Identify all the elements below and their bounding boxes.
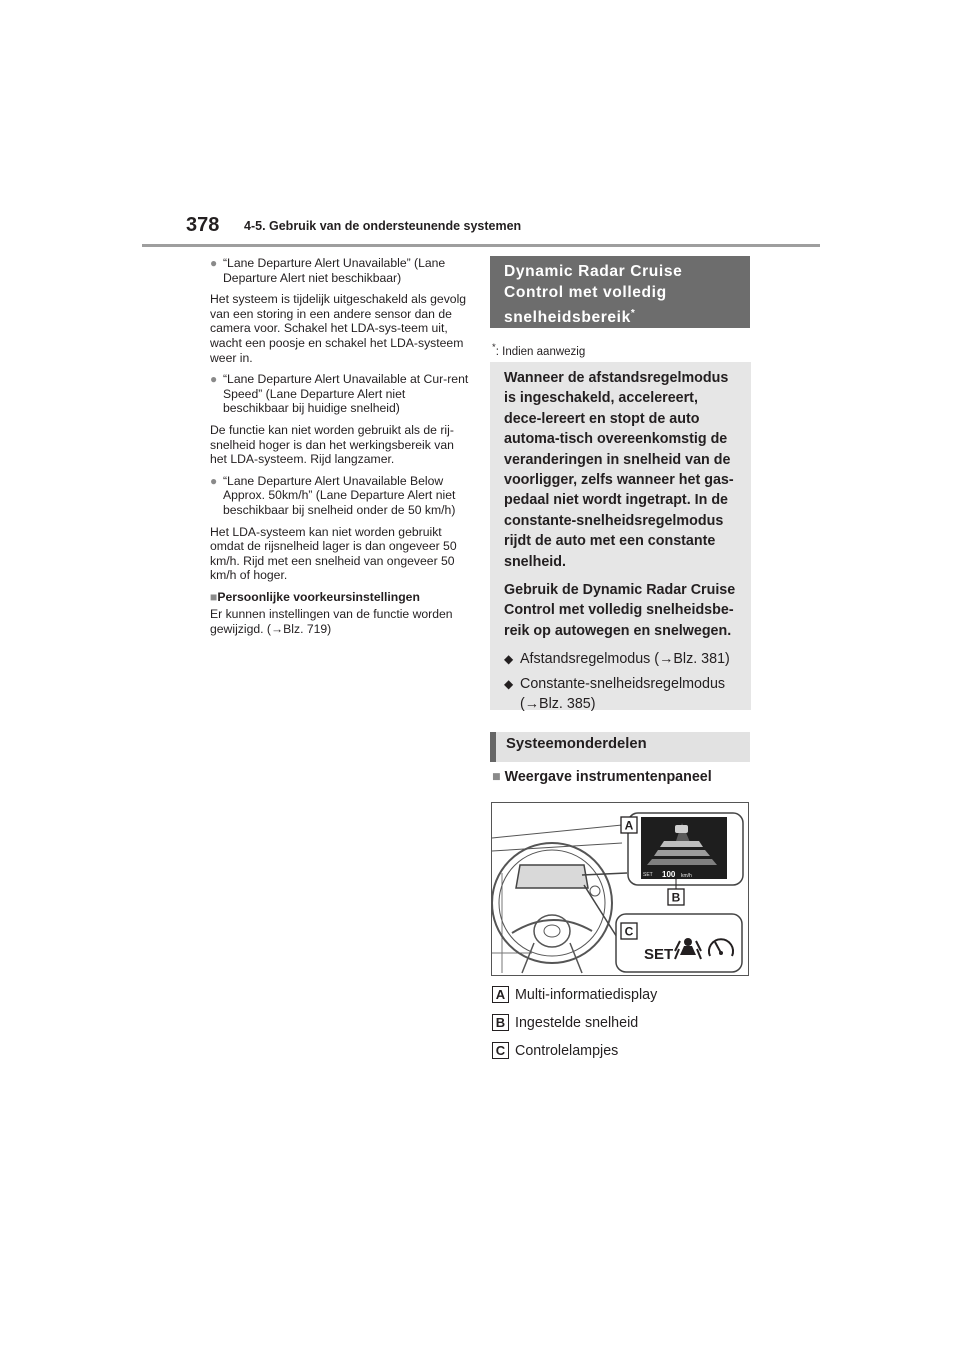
subheading bbox=[210, 590, 472, 605]
left-column bbox=[210, 256, 472, 644]
legend-item bbox=[492, 986, 657, 1003]
dashboard-drawing bbox=[492, 803, 748, 975]
bullet-dot-icon: ● bbox=[210, 473, 218, 488]
footnote bbox=[492, 342, 585, 358]
bullet-text: “Lane Departure Alert Unavailable Below Approx. 50km/h” (Lane Departure Alert niet beschikbaar bij snelheid onder de 50 km/h) bbox=[223, 473, 456, 517]
footnote-star: * bbox=[630, 308, 636, 319]
label-c: C bbox=[624, 924, 634, 939]
legend-text: Multi-informatiedisplay bbox=[515, 986, 658, 1003]
set-speed-unit: km/h bbox=[681, 873, 692, 879]
square-bullet-icon: ■ bbox=[492, 769, 501, 785]
bullet-dot-icon: ● bbox=[210, 372, 218, 387]
list-item bbox=[504, 649, 739, 669]
systeemonderdelen-heading bbox=[490, 732, 750, 762]
paragraph: Het systeem is tijdelijk uitgeschakeld als gevolg van een storing in een andere sensor dan de camera voor. Schakel het LDA-sys-teem uit, wacht een poosje en schakel het LDA-systeem weer in. bbox=[210, 292, 467, 365]
list-item bbox=[504, 674, 739, 715]
instrument-panel-illustration bbox=[491, 802, 749, 976]
bullet-item bbox=[210, 256, 472, 285]
bullet-dot-icon: ● bbox=[210, 256, 218, 270]
bullet-item bbox=[210, 474, 472, 518]
intro-box bbox=[490, 362, 751, 713]
footnote-star: * bbox=[492, 342, 496, 353]
subheading-text: Persoonlijke voorkeursinstellingen bbox=[217, 589, 420, 604]
legend-item bbox=[492, 1014, 638, 1031]
dynamic-radar-title-box bbox=[490, 256, 750, 328]
set-indicator: SET bbox=[644, 946, 674, 963]
set-small-label: SET bbox=[643, 872, 653, 878]
square-bullet-icon: ■ bbox=[210, 589, 218, 604]
legend-tag: B bbox=[492, 1014, 509, 1031]
bullet-item bbox=[210, 372, 472, 416]
diamond-bullet-icon: ◆ bbox=[504, 652, 514, 667]
bullet-text: “Lane Departure Alert Unavailable at Cur-rent Speed” (Lane Departure Alert niet beschikbaar bij huidige snelheid) bbox=[223, 372, 469, 416]
subheading bbox=[492, 769, 712, 785]
legend-text: Ingestelde snelheid bbox=[515, 1014, 639, 1031]
section-title: 4-5. Gebruik van de ondersteunende systemen bbox=[244, 219, 522, 233]
page-number: 378 bbox=[186, 214, 220, 236]
legend-tag: A bbox=[492, 986, 509, 1003]
label-a: A bbox=[624, 818, 634, 833]
paragraph: Er kunnen instellingen van de functie worden gewijzigd. (→Blz. 719) bbox=[210, 607, 453, 637]
legend-tag: C bbox=[492, 1042, 509, 1059]
diamond-bullet-icon: ◆ bbox=[504, 676, 514, 691]
legend-item bbox=[492, 1042, 618, 1059]
footnote-text: : Indien aanwezig bbox=[495, 345, 586, 358]
subheading-text: Weergave instrumentenpaneel bbox=[504, 769, 712, 785]
header-rule bbox=[142, 244, 820, 247]
list-item-text: Afstandsregelmodus (→Blz. 381) bbox=[520, 651, 730, 668]
intro-text-2: Gebruik de Dynamic Radar Cruise Control met volledig snelheidsbe-reik op autowegen en snelwegen. bbox=[504, 582, 736, 639]
dynamic-radar-title bbox=[490, 256, 750, 333]
intro-text: Wanneer de afstandsregelmodus is ingeschakeld, accelereert, dece-lereert en stopt de auto automa-tisch overeenkomstig de veranderingen in snelheid van de voorligger, zelfs wanneer het gas-pedaal niet wordt ingetrapt. In de constante-snelheidsregelmodus rijdt de auto met een constante snelheid. bbox=[504, 370, 734, 570]
heading-text: Systeemonderdelen bbox=[506, 736, 647, 752]
dynamic-radar-title-text: Dynamic Radar Cruise Control met volledig snelheidsbereik bbox=[504, 263, 683, 327]
legend-text: Controlelampjes bbox=[515, 1042, 619, 1059]
set-speed-value: 100 bbox=[662, 870, 676, 879]
bullet-text: “Lane Departure Alert Unavailable” (Lane Departure Alert niet beschikbaar) bbox=[223, 256, 446, 285]
list-item-text: Constante-snelheidsregelmodus (→Blz. 385) bbox=[520, 675, 726, 713]
paragraph: De functie kan niet worden gebruikt als de rij-snelheid hoger is dan het werkingsbereik van het LDA-systeem. Rijd langzamer. bbox=[210, 422, 454, 467]
label-b: B bbox=[671, 890, 681, 905]
paragraph: Het LDA-systeem kan niet worden gebruikt omdat de rijsnelheid lager is dan ongeveer 50 km/h. Rijd met een snelheid van ongeveer 50 km/h of hoger. bbox=[210, 524, 457, 583]
